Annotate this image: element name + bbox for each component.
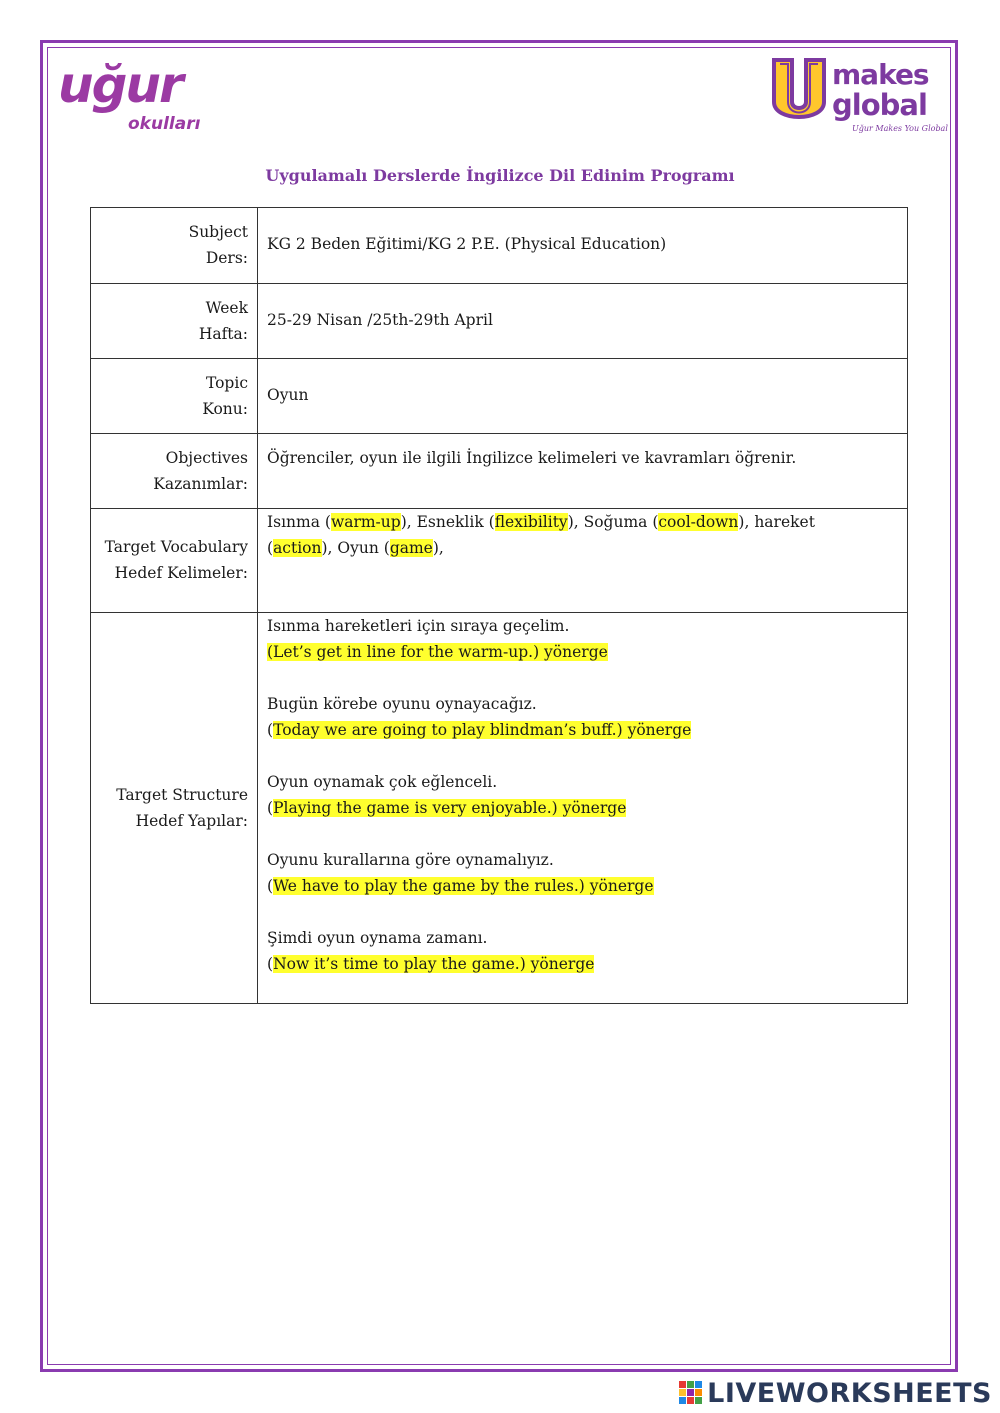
subject-value-cell [258,208,908,284]
table-row [91,359,908,434]
subject-value: KG 2 Beden Eğitimi/KG 2 P.E. (Physical Education) [267,235,667,253]
logo-makes-text: makes [832,58,929,91]
table-row [91,434,908,509]
table-row [91,509,908,613]
structure-list [258,613,907,977]
label-en: Target Structure [116,786,248,804]
subject-label-cell [91,208,258,284]
topic-value-cell [258,359,908,434]
label-tr: Kazanımlar: [153,475,248,493]
structure-en-line [267,951,907,977]
structure-paren: ( [267,799,274,817]
spacer [267,743,907,769]
label-en: Week [205,299,248,317]
label-tr: Hedef Yapılar: [135,812,248,830]
label-tr: Ders: [205,249,248,267]
structure-paren: ( [267,955,274,973]
structure-paren: ( [267,721,274,739]
topic-value: Oyun [267,386,309,404]
objectives-value-cell [258,434,908,509]
vocab-text: ), Esneklik ( [400,513,495,531]
vocab-highlight: warm-up [330,513,401,531]
table-row [91,613,908,1004]
label-tr: Konu: [202,400,248,418]
vocab-text: ), Oyun ( [321,539,390,557]
vocab-highlight: flexibility [494,513,568,531]
vocab-text: ), hareket [738,513,815,531]
topic-label-cell [91,359,258,434]
vocab-highlight: game [389,539,433,557]
lesson-plan-table [90,207,908,1004]
structure-tr: Şimdi oyun oynama zamanı. [267,929,488,947]
week-label-cell [91,284,258,359]
watermark-text: LIVEWORKSHEETS [707,1378,992,1409]
structure-tr: Isınma hareketleri için sıraya geçelim. [267,617,570,635]
week-value: 25-29 Nisan /25th-29th April [267,311,493,329]
ugur-okullari-logo [58,56,208,142]
label-en: Subject [188,223,248,241]
vocabulary-list [258,509,907,561]
table-row [91,284,908,359]
page-title: Uygulamalı Derslerde İngilizce Dil Edinim Programı [265,166,735,185]
structure-en-line [267,639,907,665]
week-value-cell [258,284,908,359]
structure-en-line [267,795,907,821]
vocabulary-label-cell [91,509,258,613]
spacer [267,821,907,847]
structure-tr: Oyun oynamak çok eğlenceli. [267,773,498,791]
structure-en: Now it’s time to play the game.) yönerge [273,955,595,973]
structure-en: Today we are going to play blindman’s buff.) yönerge [273,721,692,739]
structure-value-cell [258,613,908,1004]
table-row [91,208,908,284]
vocab-highlight: cool-down [658,513,739,531]
vocab-highlight: action [273,539,322,557]
vocabulary-value-cell [258,509,908,613]
vocab-text: Isınma ( [267,513,331,531]
structure-paren: ( [267,877,274,895]
label-tr: Hedef Kelimeler: [114,564,248,582]
logo-sub-text: okulları [128,114,201,134]
structure-label-cell [91,613,258,1004]
objectives-label-cell [91,434,258,509]
liveworksheets-icon [679,1381,703,1405]
vocab-text: ( [267,539,274,557]
label-en: Objectives [165,449,248,467]
objectives-value: Öğrenciler, oyun ile ilgili İngilizce kelimeleri ve kavramları öğrenir. [267,449,797,467]
spacer [267,665,907,691]
spacer [267,899,907,925]
structure-en-line [267,717,907,743]
structure-en: We have to play the game by the rules.) yönerge [273,877,654,895]
logo-main-text: uğur [58,56,182,114]
structure-tr: Bugün körebe oyunu oynayacağız. [267,695,537,713]
label-en: Topic [205,374,248,392]
label-en: Target Vocabulary [104,538,248,556]
u-makes-global-logo [770,58,948,140]
logo-global-text: global [832,88,927,122]
logo-tagline: Uğur Makes You Global [852,124,948,133]
vocab-text: ), Soğuma ( [567,513,659,531]
liveworksheets-watermark [679,1378,992,1409]
structure-tr: Oyunu kurallarına göre oynamalıyız. [267,851,554,869]
structure-en: Playing the game is very enjoyable.) yönerge [273,799,627,817]
structure-en-line [267,873,907,899]
label-tr: Hafta: [198,325,248,343]
u-letter-icon [770,58,828,128]
vocab-text: ), [432,539,444,557]
structure-en: (Let’s get in line for the warm-up.) yönerge [267,643,608,661]
